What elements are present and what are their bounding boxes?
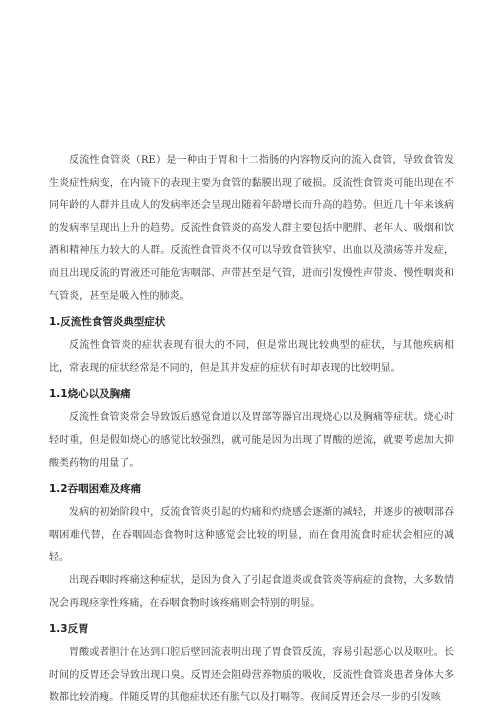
document-body [49, 150, 454, 710]
section-paragraph: 发病的初始阶段中，反流食管炎引起的灼痛和灼烧感会逐渐的减轻，并逐步的被咽部吞咽困难代替，在吞咽固态食物时这种感觉会比较的明显，而在食用流食时症状会相应的减轻。 [49, 507, 454, 564]
section-paragraph: 反流性食管炎常会导致饭后感觉食道以及胃部等器官出现烧心以及胸痛等症状。烧心时轻时重，但是假如烧心的感觉比较强烈，就可能是因为出现了胃酸的逆流，就要考虑加大抑酸类药物的用量了。 [49, 412, 454, 469]
intro-paragraph: 反流性食管炎（RE）是一种由于胃和十二指肠的内容物反向的流入食管，导致食管发生炎症性病变，在内镜下的表现主要为食管的黏膜出现了破损。反流性食管炎可能出现在不同年龄的人群并且成人的发病率还会呈现出随着年龄增长而升高的趋势。但近几十年来该病的发病率呈现出上升的趋势。反流性食管炎的高发人群主要包括中肥胖、老年人、吸烟和饮酒和精神压力较大的人群。反流性食管炎不仅可以导致食管狭窄、出血以及溃疡等并发症，而且出现反流的胃液还可能危害咽部、声带甚至是气管，进而引发慢性声带炎、慢性咽炎和气管炎，甚至是吸入性的肺炎。 [49, 155, 454, 302]
subsection-heading: 1.3反胃 [49, 623, 89, 636]
subsection-heading: 1.2吞咽困难及疼痛 [49, 483, 142, 496]
section-heading: 1.反流性食管炎典型症状 [49, 316, 166, 329]
section-paragraph: 反流性食管炎的症状表现有很大的不同，但是常出现比较典型的症状，与其他疾病相比，常表现的症状经常是不同的，但是其并发症的症状有时却表现的比较明显。 [49, 340, 454, 374]
section-paragraph: 出现吞咽时疼痛这种症状，是因为食入了引起食道炎或食管炎等病症的食物，大多数情况会再现痉挛性疼痛，在吞咽食物时该疼痛则会特别的明显。 [49, 574, 454, 609]
section-paragraph: 胃酸或者胆汁在达到口腔后壁回流表明出现了胃食管反流，容易引起恶心以及呕吐。长时间的反胃还会导致出现口臭。反胃还会阻碍营养物质的吸收，反流性食管炎患者身体大多数都比较消瘦。伴随反胃的其他症状还有胀气以及打嗝等。夜间反胃还会尽一步的引发咳 [49, 647, 454, 704]
subsection-heading: 1.1烧心以及胸痛 [49, 388, 131, 401]
